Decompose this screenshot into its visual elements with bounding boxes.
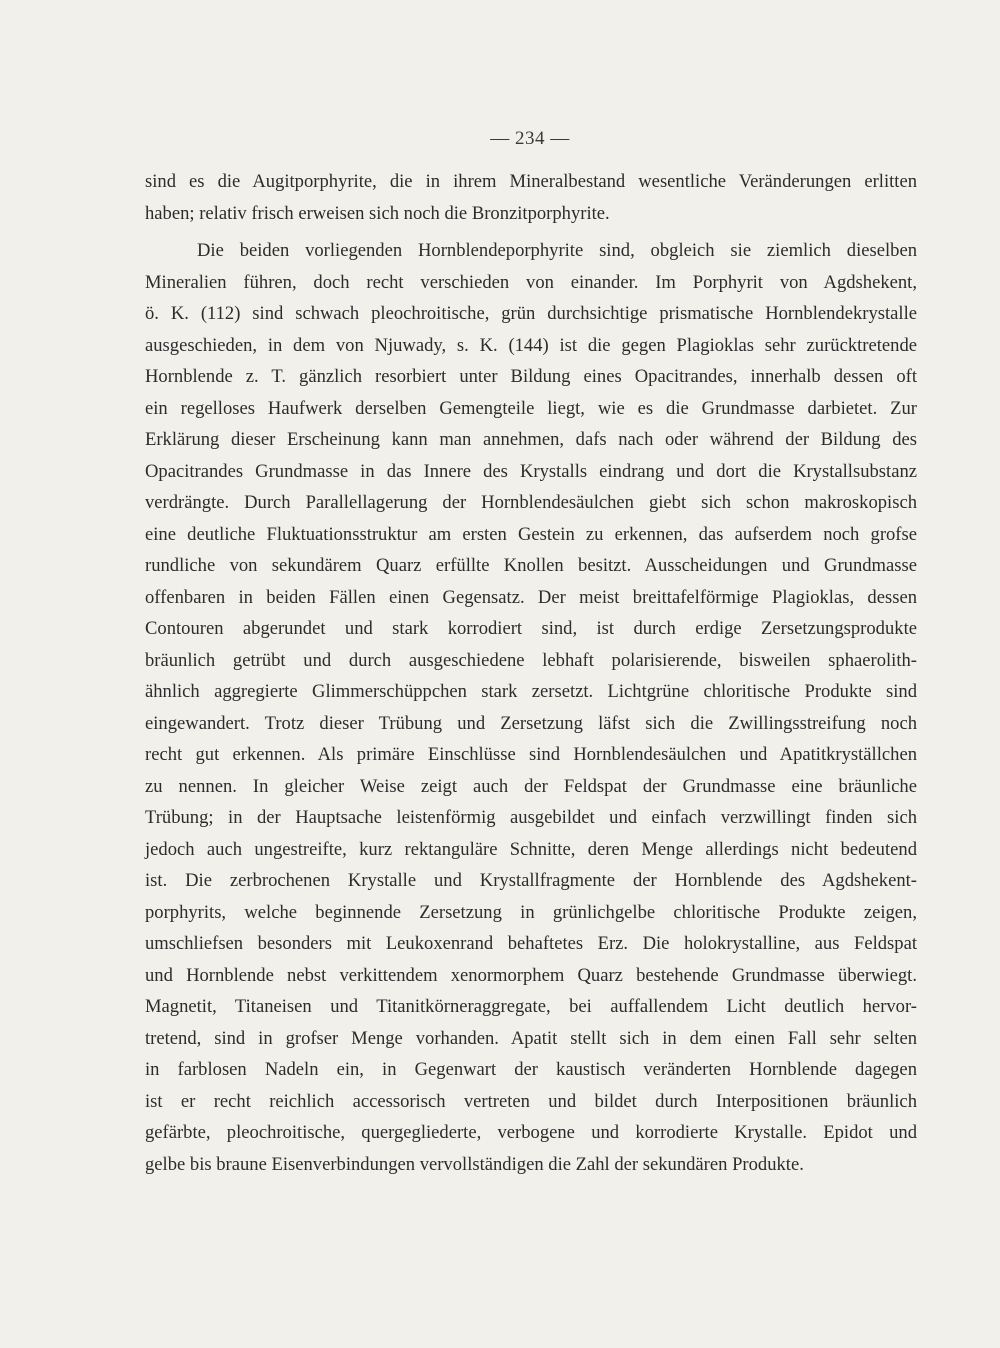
text-line: recht gut erkennen. Als primäre Einschlüsse sind Hornblendesäulchen und Apatitkryställchen — [145, 744, 917, 765]
text-line: ist er recht reichlich accessorisch vertreten und bildet durch Interpositionen bräunlich — [145, 1090, 917, 1112]
text-line: eingewandert. Trotz dieser Trübung und Zersetzung läfst sich die Zwillingsstreifung noch — [145, 712, 917, 734]
text-line: umschliefsen besonders mit Leukoxenrand behaftetes Erz. Die holokrystalline, aus Feldspat — [145, 933, 917, 954]
body-text — [145, 166, 917, 1180]
text-line: eine deutliche Fluktuationsstruktur am ersten Gestein zu erkennen, das aufserdem noch grofse — [145, 523, 917, 545]
paragraph — [145, 235, 917, 1180]
text-line: haben; relativ frisch erweisen sich noch die Bronzitporphyrite. — [145, 202, 610, 224]
text-line: ausgeschieden, in dem von Njuwady, s. K. (144) ist die gegen Plagioklas sehr zurücktretende — [145, 334, 917, 356]
text-line: Trübung; in der Hauptsache leistenförmig ausgebildet und einfach verzwillingt finden sich — [145, 807, 917, 828]
text-line: tretend, sind in grofser Menge vorhanden. Apatit stellt sich in dem einen Fall sehr selten — [145, 1027, 917, 1049]
paragraph — [145, 166, 917, 229]
text-line: in farblosen Nadeln ein, in Gegenwart der kaustisch veränderten Hornblende dagegen — [145, 1059, 917, 1080]
text-line: Die beiden vorliegenden Hornblendeporphyrite sind, obgleich sie ziemlich dieselben — [197, 240, 917, 261]
text-line: zu nennen. In gleicher Weise zeigt auch der Feldspat der Grundmasse eine bräunliche — [145, 775, 917, 797]
text-line: sind es die Augitporphyrite, die in ihrem Mineralbestand wesentliche Veränderungen erlitten — [145, 171, 917, 192]
text-line: offenbaren in beiden Fällen einen Gegensatz. Der meist breittafelförmige Plagioklas, dessen — [145, 586, 917, 608]
text-line: bräunlich getrübt und durch ausgeschiedene lebhaft polarisierende, bisweilen sphaerolith- — [145, 649, 917, 671]
text-line: jedoch auch ungestreifte, kurz rektanguläre Schnitte, deren Menge allerdings nicht bedeutend — [145, 838, 917, 860]
text-line: ein regelloses Haufwerk derselben Gemengteile liegt, wie es die Grundmasse darbietet. Zur — [145, 397, 917, 419]
text-line: gefärbte, pleochroitische, quergegliederte, verbogene und korrodierte Krystalle. Epidot und — [145, 1122, 917, 1143]
text-line: Mineralien führen, doch recht verschieden von einander. Im Porphyrit von Agdshekent, — [145, 271, 917, 293]
text-line: porphyrits, welche beginnende Zersetzung in grünlichgelbe chloritische Produkte zeigen, — [145, 901, 917, 923]
text-line: Opacitrandes Grundmasse in das Innere des Krystalls eindrang und dort die Krystallsubstanz — [145, 460, 917, 482]
text-line: Magnetit, Titaneisen und Titanitkörneraggregate, bei auffallendem Licht deutlich hervor- — [145, 996, 917, 1017]
text-line: ähnlich aggregierte Glimmerschüppchen stark zersetzt. Lichtgrüne chloritische Produkte sind — [145, 681, 917, 702]
text-line: Contouren abgerundet und stark korrodiert sind, ist durch erdige Zersetzungsprodukte — [145, 618, 917, 639]
page-number: — 234 — — [490, 128, 570, 149]
text-line: ö. K. (112) sind schwach pleochroitische, grün durchsichtige prismatische Hornblendekrystalle — [145, 303, 917, 324]
text-line: Erklärung dieser Erscheinung kann man annehmen, dafs nach oder während der Bildung des — [145, 429, 917, 450]
text-line: rundliche von sekundärem Quarz erfüllte Knollen besitzt. Ausscheidungen und Grundmasse — [145, 555, 917, 576]
text-line: gelbe bis braune Eisenverbindungen vervollständigen die Zahl der sekundären Produkte. — [145, 1153, 804, 1175]
text-line: Hornblende z. T. gänzlich resorbiert unter Bildung eines Opacitrandes, innerhalb dessen oft — [145, 366, 917, 387]
text-line: verdrängte. Durch Parallellagerung der Hornblendesäulchen giebt sich schon makroskopisch — [145, 492, 917, 513]
text-line: und Hornblende nebst verkittendem xenormorphem Quarz bestehende Grundmasse überwiegt. — [145, 964, 917, 986]
text-line: ist. Die zerbrochenen Krystalle und Krystallfragmente der Hornblende des Agdshekent- — [145, 870, 917, 891]
